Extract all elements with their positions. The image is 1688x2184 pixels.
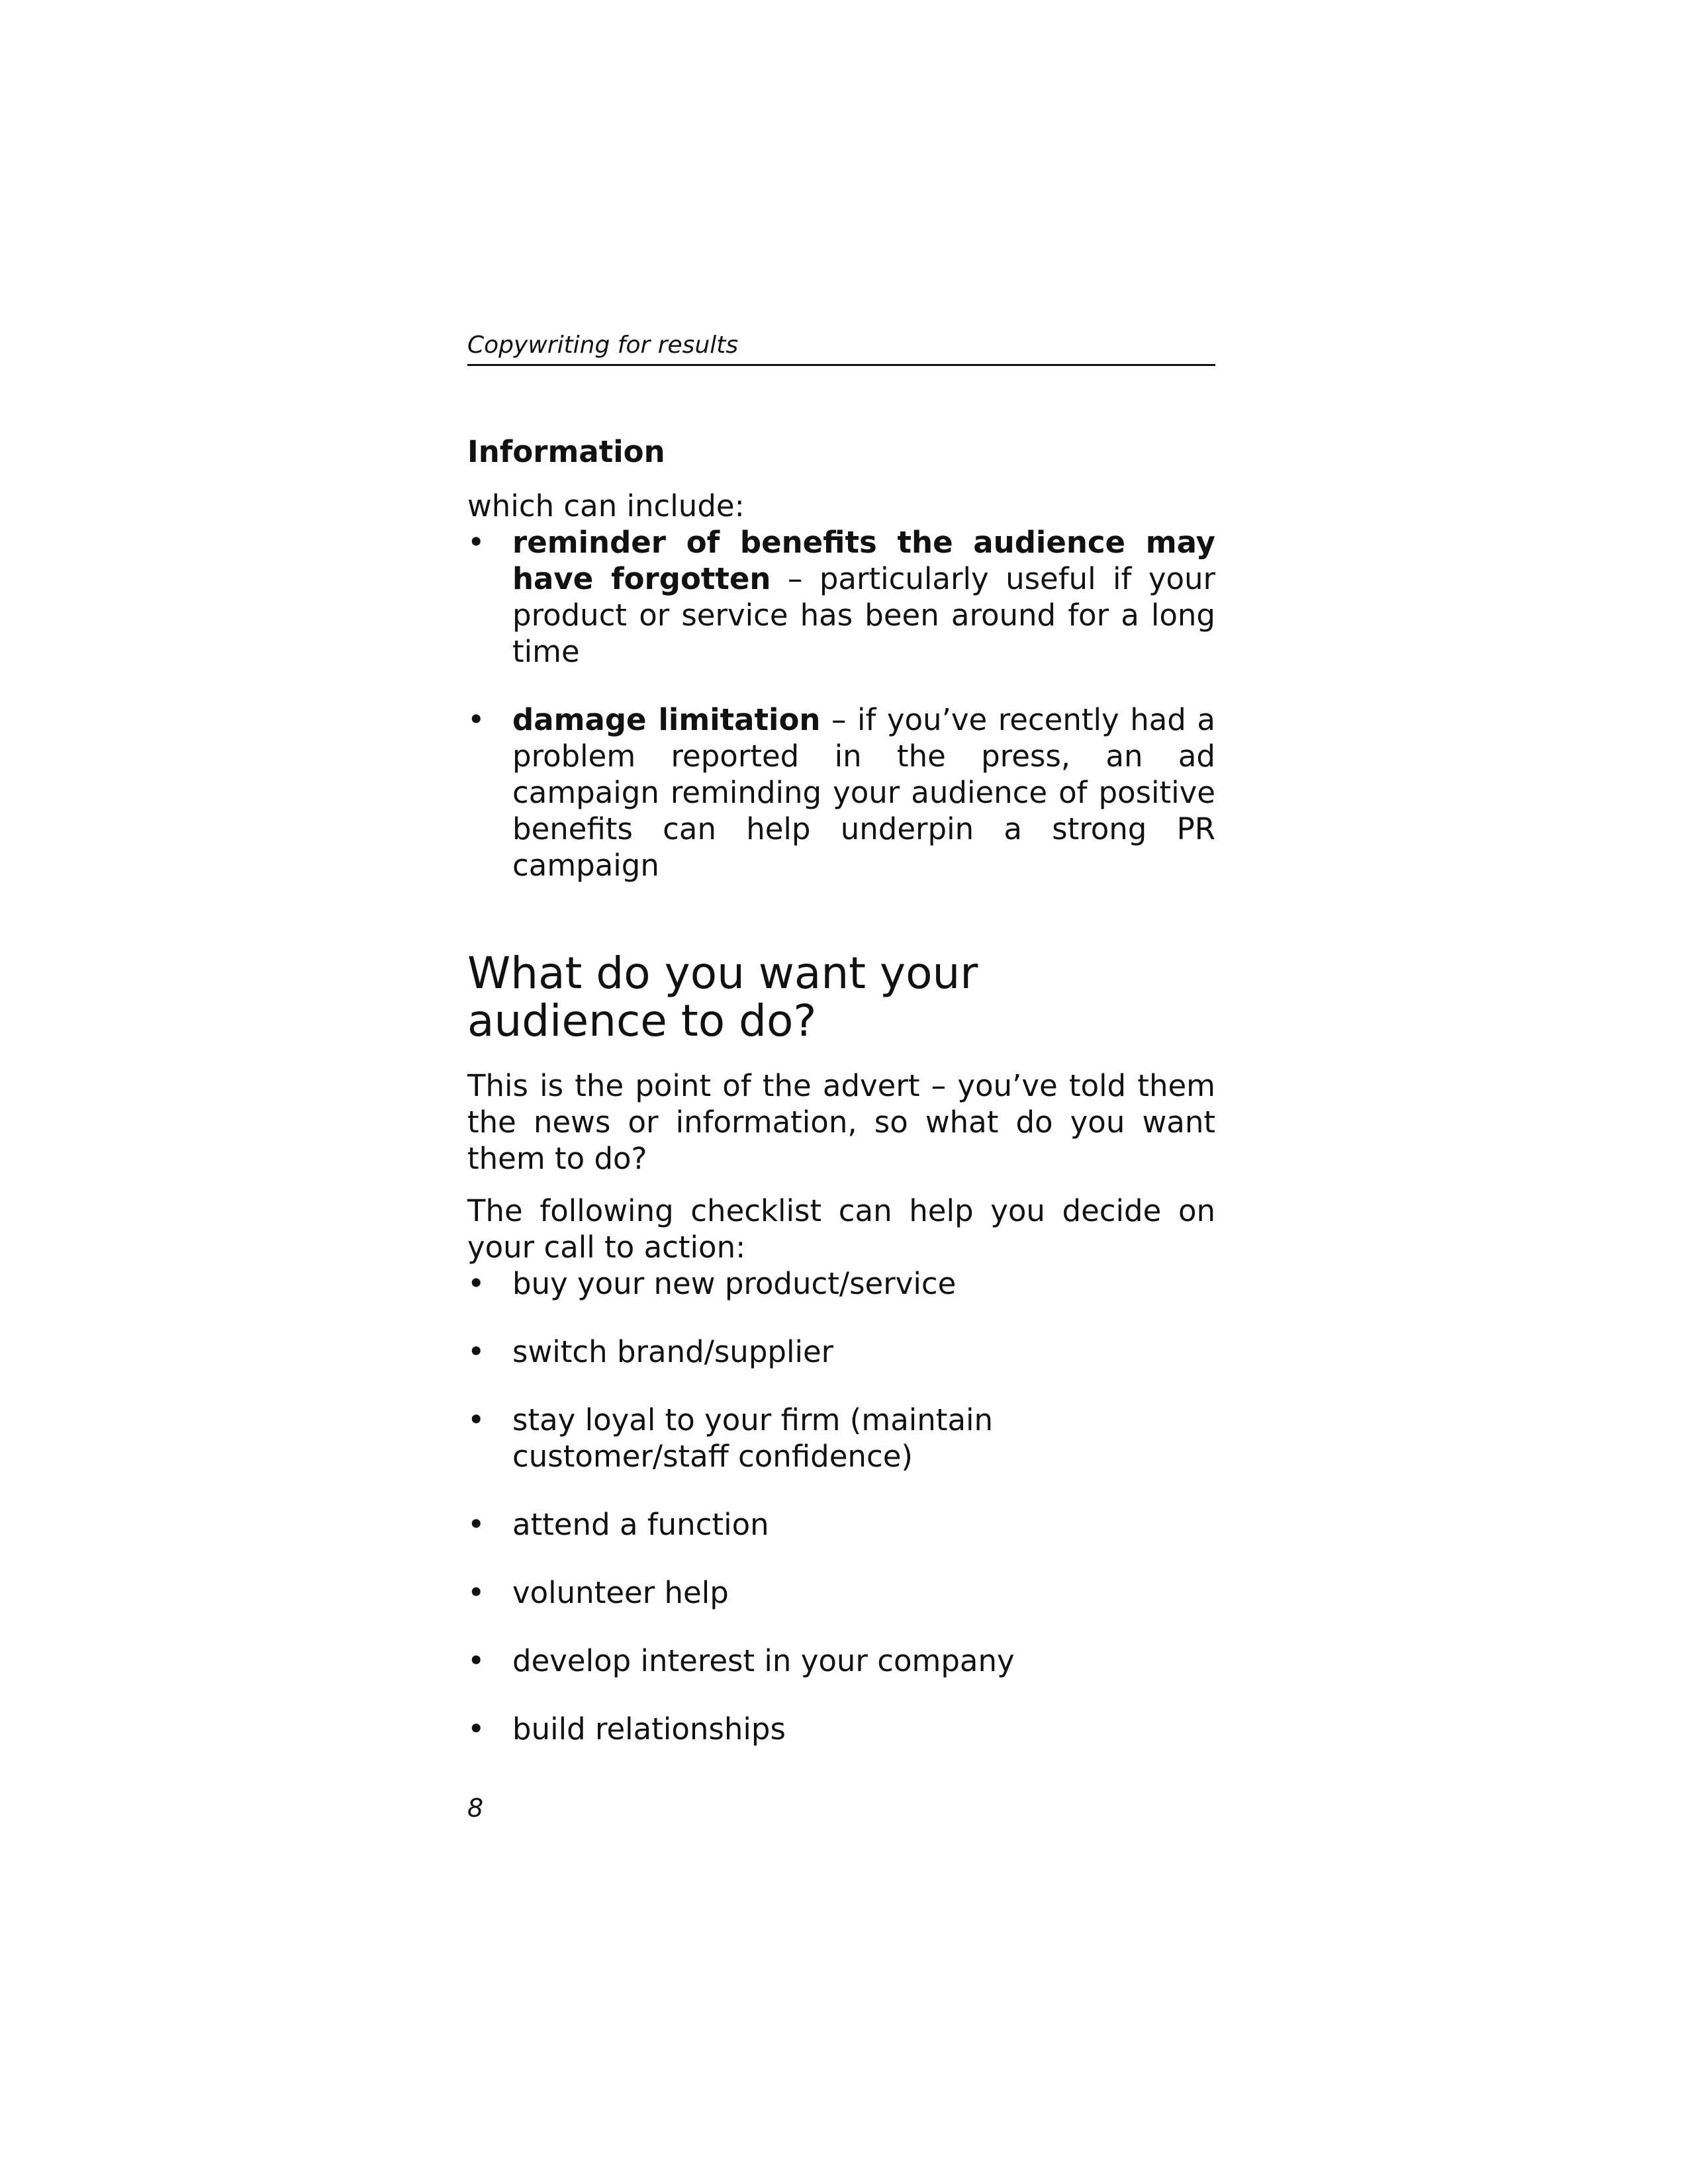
- list-item: [467, 1711, 1215, 1747]
- list-item-term: damage limitation: [512, 702, 821, 737]
- body-paragraph: This is the point of the advert – you’ve told them the news or information, so what do you want them to do?: [467, 1068, 1215, 1176]
- list-item-term: reminder of benefits the audience may have forgotten: [512, 525, 1215, 596]
- list-item-text: – if you’ve recently had a problem reported in the press, an ad campaign reminding your audience of positive benefits can help underpin a strong PR campaign: [512, 702, 1215, 883]
- list-item-text: build relationships: [512, 1711, 786, 1747]
- bullet-icon: •: [467, 1334, 485, 1369]
- section-title: What do you want your audience to do?: [467, 948, 978, 1046]
- list-item: [467, 1643, 1215, 1679]
- list-item: [467, 702, 1215, 884]
- call-to-action-checklist: [467, 1265, 1215, 1747]
- list-item-text: volunteer help: [512, 1575, 729, 1610]
- information-list: [467, 524, 1215, 884]
- list-item: [467, 1506, 1215, 1543]
- bullet-icon: •: [467, 1507, 485, 1542]
- list-item: [467, 524, 1215, 670]
- bullet-icon: •: [467, 702, 485, 737]
- list-item: [467, 1265, 1215, 1302]
- body-paragraph: The following checklist can help you decide on your call to action:: [467, 1193, 1215, 1265]
- list-item-text: switch brand/supplier: [512, 1334, 834, 1369]
- bullet-icon: •: [467, 1575, 485, 1610]
- list-item-text: develop interest in your company: [512, 1643, 1015, 1678]
- information-heading: Information: [467, 434, 665, 469]
- bullet-icon: •: [467, 1711, 485, 1747]
- list-item: [467, 1402, 1215, 1475]
- list-item-text: buy your new product/service: [512, 1266, 957, 1301]
- list-item-text: stay loyal to your firm (maintain customer/staff confidence): [512, 1402, 994, 1474]
- list-item: [467, 1334, 1215, 1370]
- list-item: [467, 1574, 1215, 1611]
- book-page: [467, 331, 1215, 1823]
- information-intro: which can include:: [467, 488, 745, 523]
- bullet-icon: •: [467, 1402, 485, 1437]
- bullet-icon: •: [467, 1266, 485, 1301]
- running-head: Copywriting for results: [467, 331, 1215, 366]
- bullet-icon: •: [467, 1643, 485, 1678]
- page-number: 8: [467, 1794, 484, 1823]
- list-item-text: attend a function: [512, 1507, 769, 1542]
- bullet-icon: •: [467, 525, 485, 560]
- list-item-text: – particularly useful if your product or service has been around for a long time: [512, 561, 1215, 669]
